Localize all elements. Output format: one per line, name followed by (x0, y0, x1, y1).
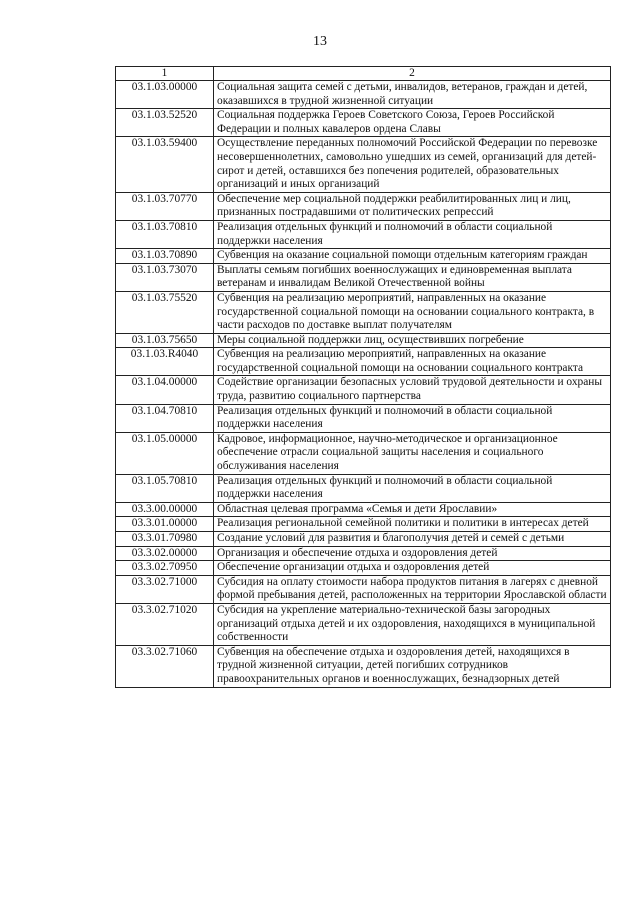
row-name: Социальная поддержка Героев Советского Союза, Героев Российской Федерации и полных кавалеров ордена Славы (214, 109, 611, 137)
table-row (116, 561, 611, 576)
row-name: Социальная защита семей с детьми, инвалидов, ветеранов, граждан и детей, оказавшихся в трудной жизненной ситуации (214, 81, 611, 109)
row-code: 03.3.02.71000 (116, 575, 214, 603)
row-code: 03.3.02.71060 (116, 645, 214, 687)
row-code: 03.3.01.70980 (116, 532, 214, 547)
row-code: 03.1.05.70810 (116, 474, 214, 502)
table-row (116, 502, 611, 517)
row-code: 03.1.03.52520 (116, 109, 214, 137)
table-row (116, 109, 611, 137)
row-code: 03.1.03.70810 (116, 220, 214, 248)
table-row (116, 81, 611, 109)
row-name: Меры социальной поддержки лиц, осуществивших погребение (214, 333, 611, 348)
row-name: Выплаты семьям погибших военнослужащих и единовременная выплата ветеранам и инвалидам Великой Отечественной войны (214, 263, 611, 291)
row-name: Организация и обеспечение отдыха и оздоровления детей (214, 546, 611, 561)
row-name: Субсидия на укрепление материально-технической базы загородных организаций отдыха детей и их оздоровления, находящихся в муниципальной собственности (214, 603, 611, 645)
row-code: 03.3.01.00000 (116, 517, 214, 532)
table-row (116, 220, 611, 248)
row-code: 03.1.04.70810 (116, 404, 214, 432)
budget-classification-table (115, 66, 611, 688)
row-name: Субвенция на реализацию мероприятий, направленных на оказание государственной социальной помощи на основании социального контракта (214, 348, 611, 376)
row-code: 03.1.03.73070 (116, 263, 214, 291)
row-name: Реализация отдельных функций и полномочий в области социальной поддержки населения (214, 220, 611, 248)
row-code: 03.1.03.59400 (116, 137, 214, 192)
row-code: 03.1.05.00000 (116, 432, 214, 474)
row-code: 03.3.02.71020 (116, 603, 214, 645)
row-code: 03.1.03.00000 (116, 81, 214, 109)
row-name: Реализация отдельных функций и полномочий в области социальной поддержки населения (214, 404, 611, 432)
table-row (116, 645, 611, 687)
table-row (116, 348, 611, 376)
column-header-2: 2 (214, 67, 611, 81)
table-row (116, 137, 611, 192)
table-row (116, 249, 611, 264)
row-name: Обеспечение организации отдыха и оздоровления детей (214, 561, 611, 576)
table-row (116, 546, 611, 561)
row-name: Субсидия на оплату стоимости набора продуктов питания в лагерях с дневной формой пребывания детей, расположенных на территории Ярославской области (214, 575, 611, 603)
row-name: Обеспечение мер социальной поддержки реабилитированных лиц и лиц, признанных пострадавшими от политических репрессий (214, 192, 611, 220)
row-code: 03.1.03.70770 (116, 192, 214, 220)
row-code: 03.1.03.75520 (116, 291, 214, 333)
row-code: 03.1.03.75650 (116, 333, 214, 348)
table-row (116, 603, 611, 645)
table-row (116, 263, 611, 291)
table-row (116, 376, 611, 404)
row-name: Субвенция на оказание социальной помощи отдельным категориям граждан (214, 249, 611, 264)
table-row (116, 474, 611, 502)
row-name: Содействие организации безопасных условий трудовой деятельности и охраны труда, развитию социального партнерства (214, 376, 611, 404)
table-row (116, 192, 611, 220)
table-row (116, 532, 611, 547)
row-name: Областная целевая программа «Семья и дети Ярославии» (214, 502, 611, 517)
table-row (116, 517, 611, 532)
column-header-1: 1 (116, 67, 214, 81)
row-code: 03.1.03.70890 (116, 249, 214, 264)
page-number: 13 (313, 34, 327, 49)
table-header-row (116, 67, 611, 81)
row-code: 03.1.04.00000 (116, 376, 214, 404)
row-name: Осуществление переданных полномочий Российской Федерации по перевозке несовершеннолетних, самовольно ушедших из семей, организаций для детей-сирот и детей, оставшихся без попечения родителей, образовательных организаций и иных организаций (214, 137, 611, 192)
table-row (116, 432, 611, 474)
table-row (116, 333, 611, 348)
row-code: 03.3.02.70950 (116, 561, 214, 576)
row-code: 03.1.03.R4040 (116, 348, 214, 376)
row-code: 03.3.00.00000 (116, 502, 214, 517)
row-name: Реализация отдельных функций и полномочий в области социальной поддержки населения (214, 474, 611, 502)
row-name: Субвенция на реализацию мероприятий, направленных на оказание государственной социальной помощи на основании социального контракта, в части расходов по доставке выплат получателям (214, 291, 611, 333)
table-row (116, 575, 611, 603)
row-name: Реализация региональной семейной политики и политики в интересах детей (214, 517, 611, 532)
row-code: 03.3.02.00000 (116, 546, 214, 561)
row-name: Создание условий для развития и благополучия детей и семей с детьми (214, 532, 611, 547)
table-row (116, 404, 611, 432)
table-row (116, 291, 611, 333)
row-name: Субвенция на обеспечение отдыха и оздоровления детей, находящихся в трудной жизненной ситуации, детей погибших сотрудников правоохранительных органов и военнослужащих, безнадзорных детей (214, 645, 611, 687)
row-name: Кадровое, информационное, научно-методическое и организационное обеспечение отрасли социальной защиты населения и социального обслуживания населения (214, 432, 611, 474)
